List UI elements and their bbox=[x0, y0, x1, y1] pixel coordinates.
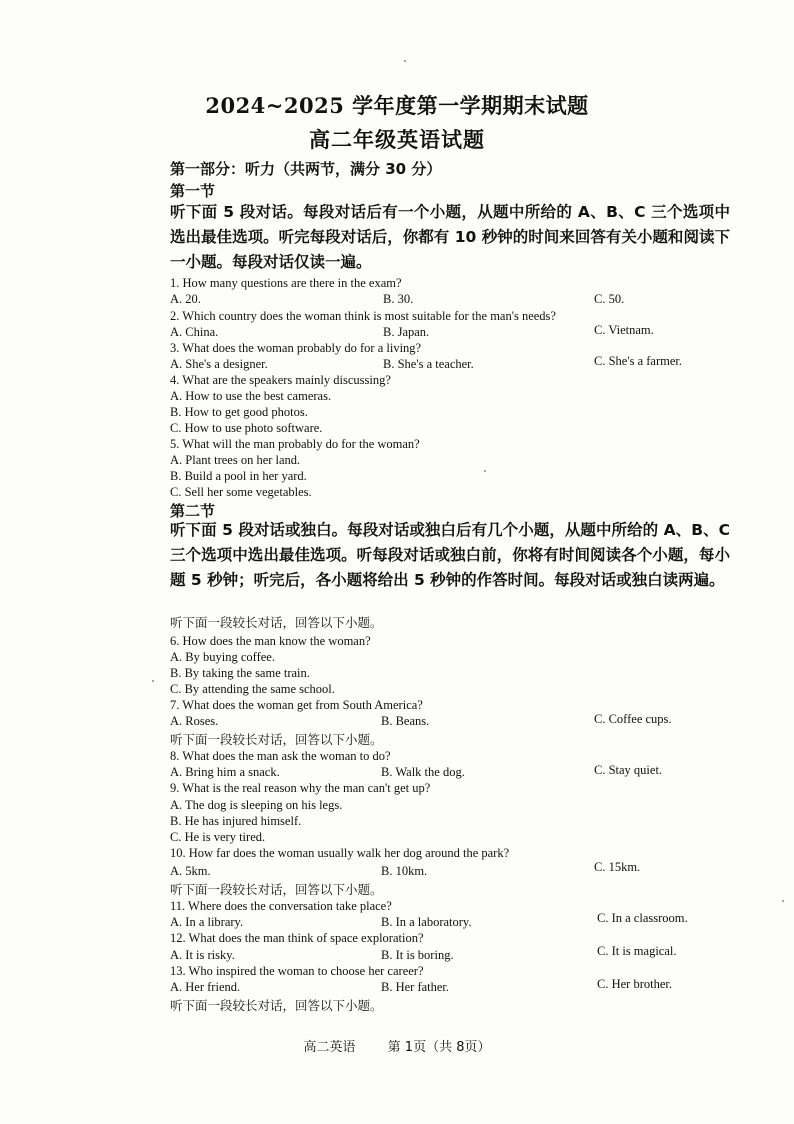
option-a: A. Plant trees on her land. bbox=[170, 453, 301, 467]
option-c: C. He is very tired. bbox=[170, 830, 266, 844]
option-c: C. It is magical. bbox=[597, 944, 677, 958]
option-a: A. She's a designer. bbox=[170, 357, 268, 371]
option-b: B. It is boring. bbox=[381, 948, 454, 962]
option-b: B. Build a pool in her yard. bbox=[170, 469, 307, 483]
option-a: A. The dog is sleeping on his legs. bbox=[170, 798, 343, 812]
page-footer bbox=[0, 1036, 794, 1055]
option-a: A. How to use the best cameras. bbox=[170, 389, 332, 403]
question-stem: 9. What is the real reason why the man can't get up? bbox=[170, 781, 431, 795]
question-stem: 8. What does the man ask the woman to do? bbox=[170, 749, 391, 763]
option-a: A. 20. bbox=[170, 292, 201, 306]
option-a: A. Bring him a snack. bbox=[170, 765, 280, 779]
option-c: C. Vietnam. bbox=[594, 323, 654, 337]
option-c: C. Coffee cups. bbox=[594, 712, 672, 726]
option-b: B. Her father. bbox=[381, 980, 450, 994]
footer-page-number: 第 1页（共 8页） bbox=[387, 1040, 491, 1055]
option-b: B. 30. bbox=[383, 292, 414, 306]
option-a: A. Roses. bbox=[170, 714, 219, 728]
option-c: C. In a classroom. bbox=[597, 911, 688, 925]
option-c: C. She's a farmer. bbox=[594, 354, 682, 368]
section2-instruction: 听下面 5 段对话或独白。每段对话或独白后有几个小题，从题中所给的 A、B、C 三个选项中选出最佳选项。听每段对话或独白前，你将有时间阅读各个小题，每小题 5 秒钟；听完后，各小题将给出 5 秒钟的作答时间。每段对话或独白读两遍。 bbox=[170, 521, 730, 589]
listen-instruction: 听下面一段较长对话，回答以下小题。 bbox=[170, 732, 383, 747]
question-stem: 10. How far does the woman usually walk her dog around the park? bbox=[170, 846, 510, 860]
option-c: C. How to use photo software. bbox=[170, 421, 323, 435]
option-a: A. Her friend. bbox=[170, 980, 241, 994]
question-stem: 6. How does the man know the woman? bbox=[170, 634, 371, 648]
option-a: A. By buying coffee. bbox=[170, 650, 275, 664]
option-c: C. Sell her some vegetables. bbox=[170, 485, 312, 499]
option-a: A. In a library. bbox=[170, 915, 244, 929]
option-b: B. She's a teacher. bbox=[383, 357, 474, 371]
scan-speck bbox=[152, 680, 154, 682]
scan-speck bbox=[404, 60, 406, 62]
listen-instruction: 听下面一段较长对话，回答以下小题。 bbox=[170, 998, 383, 1013]
scan-speck bbox=[782, 900, 784, 902]
footer-subject: 高二英语 bbox=[303, 1040, 356, 1055]
question-stem: 4. What are the speakers mainly discussing? bbox=[170, 373, 391, 387]
option-c: C. 50. bbox=[594, 292, 625, 306]
part1-header: 第一部分：听力（共两节，满分 30 分） bbox=[170, 160, 442, 178]
option-a: A. China. bbox=[170, 325, 219, 339]
question-stem: 5. What will the man probably do for the woman? bbox=[170, 437, 420, 451]
question-stem: 11. Where does the conversation take place? bbox=[170, 899, 392, 913]
option-c: C. By attending the same school. bbox=[170, 682, 335, 696]
option-a: A. It is risky. bbox=[170, 948, 235, 962]
exam-subtitle: 高二年级英语试题 bbox=[309, 127, 485, 152]
section1-instruction: 听下面 5 段对话。每段对话后有一个小题，从题中所给的 A、B、C 三个选项中选出最佳选项。听完每段对话后，你都有 10 秒钟的时间来回答有关小题和阅读下一小题。每段对话仅读一遍。 bbox=[170, 203, 730, 271]
option-b: B. 10km. bbox=[381, 864, 428, 878]
section2-header: 第二节 bbox=[170, 502, 216, 520]
question-stem: 1. How many questions are there in the exam? bbox=[170, 276, 402, 290]
option-a: A. 5km. bbox=[170, 864, 211, 878]
listen-instruction: 听下面一段较长对话，回答以下小题。 bbox=[170, 615, 383, 630]
question-stem: 13. Who inspired the woman to choose her career? bbox=[170, 964, 424, 978]
exam-title: 2024~2025 学年度第一学期期末试题 bbox=[205, 93, 589, 118]
question-stem: 2. Which country does the woman think is most suitable for the man's needs? bbox=[170, 309, 556, 323]
question-stem: 7. What does the woman get from South America? bbox=[170, 698, 423, 712]
option-b: B. By taking the same train. bbox=[170, 666, 310, 680]
section1-header: 第一节 bbox=[170, 182, 216, 200]
option-c: C. Her brother. bbox=[597, 977, 672, 991]
scan-speck bbox=[484, 470, 486, 472]
option-b: B. Walk the dog. bbox=[381, 765, 465, 779]
option-b: B. In a laboratory. bbox=[381, 915, 472, 929]
option-c: C. 15km. bbox=[594, 860, 641, 874]
option-c: C. Stay quiet. bbox=[594, 763, 663, 777]
option-b: B. How to get good photos. bbox=[170, 405, 308, 419]
option-b: B. He has injured himself. bbox=[170, 814, 302, 828]
option-b: B. Japan. bbox=[383, 325, 430, 339]
question-stem: 12. What does the man think of space exploration? bbox=[170, 931, 424, 945]
question-stem: 3. What does the woman probably do for a living? bbox=[170, 341, 422, 355]
option-b: B. Beans. bbox=[381, 714, 430, 728]
listen-instruction: 听下面一段较长对话，回答以下小题。 bbox=[170, 882, 383, 897]
